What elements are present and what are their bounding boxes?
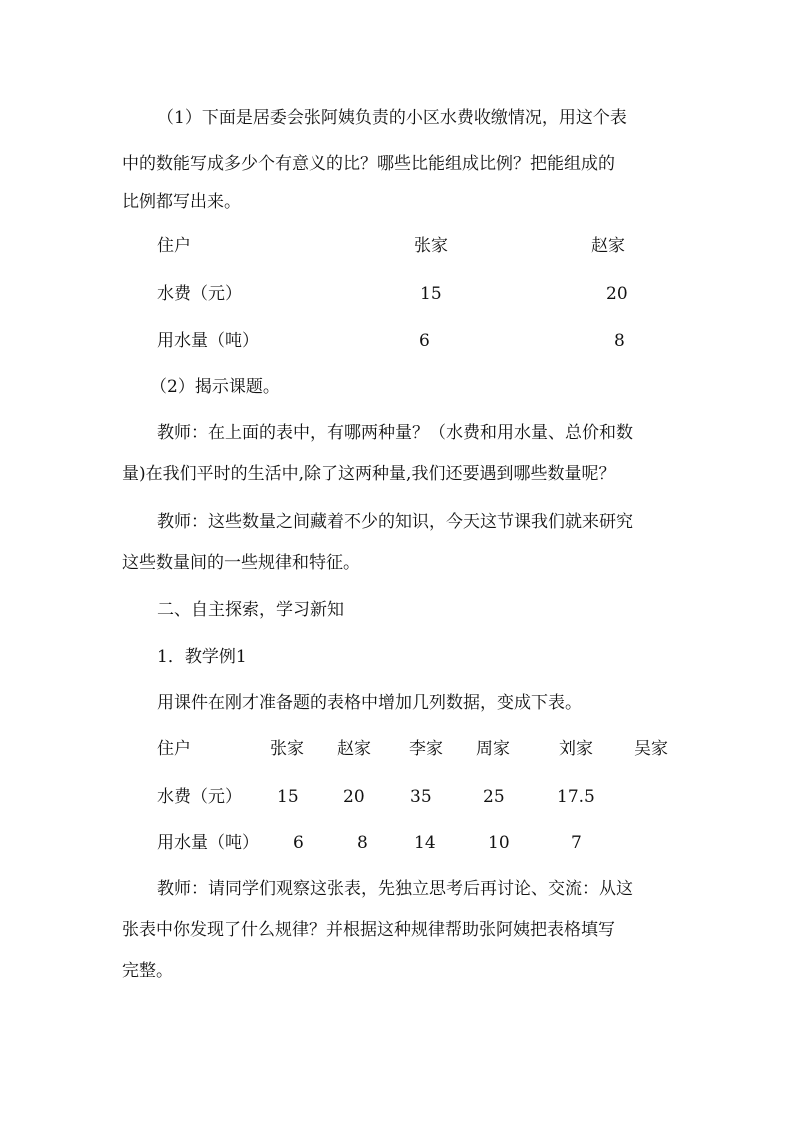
table2-usage-zhou: 10 xyxy=(488,833,510,853)
paragraph-teacher-observe-line-1: 教师：请同学们观察这张表，先独立思考后再讨论、交流：从这 xyxy=(157,879,633,899)
table2-header-li: 李家 xyxy=(409,739,443,759)
table2-usage-label: 用水量（吨） xyxy=(157,833,259,853)
table1-header-zhao: 赵家 xyxy=(591,236,625,256)
paragraph-teacher-intro-line-1: 教师：这些数量之间藏着不少的知识，今天这节课我们就来研究 xyxy=(157,512,633,532)
paragraph-reveal-topic: （2）揭示课题。 xyxy=(150,377,280,397)
table2-header-resident: 住户 xyxy=(157,739,191,759)
example-heading: 1．教学例1 xyxy=(157,647,247,667)
table1-fee-zhang: 15 xyxy=(420,284,442,304)
table1-usage-zhao: 8 xyxy=(614,331,625,351)
paragraph-teacher-intro-line-2: 这些数量间的一些规律和特征。 xyxy=(122,553,360,573)
paragraph-teacher-observe-line-3: 完整。 xyxy=(122,961,173,981)
paragraph-teacher-observe-line-2: 张表中你发现了什么规律？并根据这种规律帮助张阿姨把表格填写 xyxy=(122,920,615,940)
table2-usage-zhao: 8 xyxy=(357,833,368,853)
table2-header-zhou: 周家 xyxy=(476,739,510,759)
table2-header-liu: 刘家 xyxy=(559,739,593,759)
table2-header-wu: 吴家 xyxy=(634,739,668,759)
table1-header-zhang: 张家 xyxy=(414,236,448,256)
table1-header-resident: 住户 xyxy=(157,236,191,256)
table1-usage-label: 用水量（吨） xyxy=(157,331,259,351)
table2-fee-label: 水费（元） xyxy=(157,787,242,807)
table2-fee-liu: 17.5 xyxy=(557,787,595,807)
table2-fee-zhao: 20 xyxy=(343,787,365,807)
table2-fee-li: 35 xyxy=(410,787,432,807)
table1-fee-zhao: 20 xyxy=(606,284,628,304)
paragraph-courseware: 用课件在刚才准备题的表格中增加几列数据，变成下表。 xyxy=(157,693,582,713)
table1-fee-label: 水费（元） xyxy=(157,284,242,304)
section-heading-explore: 二、自主探索，学习新知 xyxy=(157,600,344,620)
table2-usage-zhang: 6 xyxy=(293,833,304,853)
table2-fee-zhang: 15 xyxy=(277,787,299,807)
paragraph-intro-line-3: 比例都写出来。 xyxy=(122,192,241,212)
table2-header-zhao: 赵家 xyxy=(337,739,371,759)
paragraph-intro-line-1: （1）下面是居委会张阿姨负责的小区水费收缴情况，用这个表 xyxy=(157,108,627,128)
table2-fee-zhou: 25 xyxy=(483,787,505,807)
table2-header-zhang: 张家 xyxy=(270,739,304,759)
table1-usage-zhang: 6 xyxy=(419,331,430,351)
paragraph-teacher-question-line-1: 教师：在上面的表中，有哪两种量？（水费和用水量、总价和数 xyxy=(157,423,633,443)
table2-usage-li: 14 xyxy=(414,833,436,853)
paragraph-teacher-question-line-2: 量)在我们平时的生活中,除了这两种量,我们还要遇到哪些数量呢？ xyxy=(122,464,616,484)
paragraph-intro-line-2: 中的数能写成多少个有意义的比？哪些比能组成比例？把能组成的 xyxy=(122,154,615,174)
table2-usage-liu: 7 xyxy=(571,833,582,853)
